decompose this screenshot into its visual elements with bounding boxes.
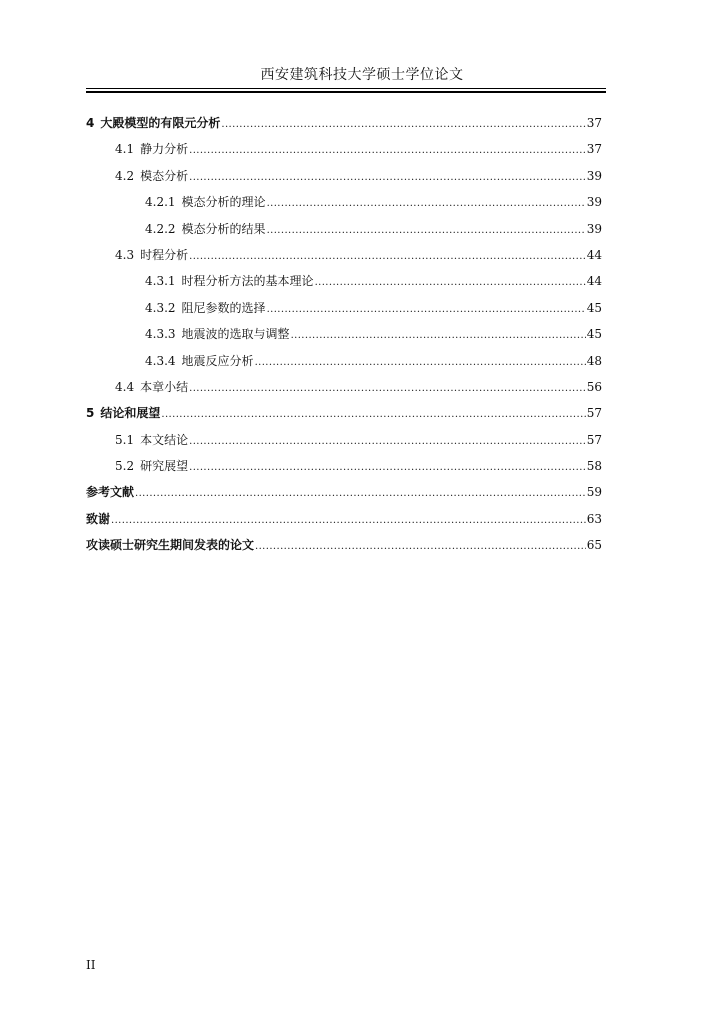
footer-page-number: II [86, 958, 96, 972]
toc-entry[interactable] [86, 321, 602, 347]
toc-entry-page: 63 [586, 511, 602, 526]
toc-entry-number: 4.2.1 [145, 195, 176, 210]
toc-entry-title: 模态分析的理论 [181, 195, 266, 210]
toc-entry[interactable] [86, 479, 602, 505]
toc-dot-leader [291, 321, 586, 349]
toc-entry[interactable] [86, 268, 602, 294]
toc-entry-number: 4.2.2 [145, 221, 176, 236]
toc-entry-title: 致谢 [86, 511, 111, 526]
toc-entry-number: 4.3.2 [145, 300, 176, 315]
toc-entry-title: 静力分析 [140, 142, 189, 157]
toc-dot-leader [189, 242, 586, 270]
toc-entry[interactable] [86, 400, 602, 426]
toc-entry-page: 39 [586, 168, 602, 183]
toc-dot-leader [267, 295, 586, 323]
toc-entry-page: 45 [586, 300, 602, 315]
toc-entry[interactable] [86, 295, 602, 321]
table-of-contents [86, 110, 602, 559]
toc-entry-number: 4.3.1 [145, 274, 176, 289]
toc-entry-title: 结论和展望 [100, 406, 161, 421]
toc-entry-page: 39 [586, 195, 602, 210]
toc-dot-leader [267, 189, 586, 217]
toc-dot-leader [189, 163, 586, 191]
toc-entry[interactable] [86, 374, 602, 400]
toc-entry-number: 4.1 [115, 142, 135, 157]
toc-entry-title: 本章小结 [140, 379, 189, 394]
toc-dot-leader [189, 374, 586, 402]
toc-entry[interactable] [86, 216, 602, 242]
toc-entry-page: 39 [586, 221, 602, 236]
toc-entry-title: 地震反应分析 [181, 353, 254, 368]
toc-entry-title: 时程分析 [140, 247, 189, 262]
toc-entry-title: 阻尼参数的选择 [181, 300, 266, 315]
toc-entry-number: 4.3.4 [145, 353, 176, 368]
toc-entry-page: 37 [586, 142, 602, 157]
toc-entry-number: 4 [86, 116, 95, 130]
toc-entry[interactable] [86, 189, 602, 215]
toc-entry-title: 参考文献 [86, 485, 135, 500]
toc-entry[interactable] [86, 427, 602, 453]
toc-entry[interactable] [86, 532, 602, 558]
toc-entry-title: 模态分析的结果 [181, 221, 266, 236]
toc-entry-number: 4.2 [115, 168, 135, 183]
header-double-rule [86, 88, 606, 93]
toc-entry-number: 5.1 [115, 432, 135, 447]
toc-dot-leader [189, 453, 586, 481]
toc-entry[interactable] [86, 453, 602, 479]
toc-entry-number: 4.4 [115, 379, 135, 394]
toc-entry-number: 4.3 [115, 247, 135, 262]
toc-entry-page: 57 [586, 432, 602, 447]
toc-entry-page: 45 [586, 327, 602, 342]
toc-entry-title: 模态分析 [140, 168, 189, 183]
toc-entry-title: 研究展望 [140, 459, 189, 474]
toc-dot-leader [315, 268, 586, 296]
toc-dot-leader [135, 479, 586, 507]
toc-entry[interactable] [86, 506, 602, 532]
toc-entry-page: 37 [586, 116, 602, 130]
toc-entry-title: 时程分析方法的基本理论 [181, 274, 314, 289]
toc-entry-page: 44 [586, 274, 602, 289]
toc-entry-number: 5 [86, 406, 95, 421]
toc-entry-page: 59 [586, 485, 602, 500]
toc-entry-title: 大殿模型的有限元分析 [100, 116, 221, 130]
toc-dot-leader [189, 136, 586, 164]
toc-dot-leader [161, 400, 585, 428]
toc-entry-page: 44 [586, 247, 602, 262]
toc-entry[interactable] [86, 163, 602, 189]
toc-entry[interactable] [86, 348, 602, 374]
toc-entry-page: 48 [586, 353, 602, 368]
running-header-title: 西安建筑科技大学硕士学位论文 [260, 67, 464, 83]
toc-entry-page: 56 [586, 379, 602, 394]
toc-dot-leader [255, 348, 586, 376]
toc-dot-leader [221, 110, 585, 138]
toc-dot-leader [189, 427, 586, 455]
toc-entry-title: 地震波的选取与调整 [181, 327, 290, 342]
toc-entry-page: 57 [586, 406, 602, 421]
toc-entry-page: 58 [586, 459, 602, 474]
toc-entry[interactable] [86, 136, 602, 162]
toc-entry-number: 5.2 [115, 459, 135, 474]
toc-dot-leader [267, 216, 586, 244]
toc-dot-leader [111, 506, 586, 534]
toc-entry[interactable] [86, 110, 602, 136]
toc-entry-number: 4.3.3 [145, 327, 176, 342]
toc-entry-title: 攻读硕士研究生期间发表的论文 [86, 538, 255, 553]
toc-entry-page: 65 [586, 538, 602, 553]
toc-entry[interactable] [86, 242, 602, 268]
toc-dot-leader [255, 532, 586, 560]
toc-entry-title: 本文结论 [140, 432, 189, 447]
